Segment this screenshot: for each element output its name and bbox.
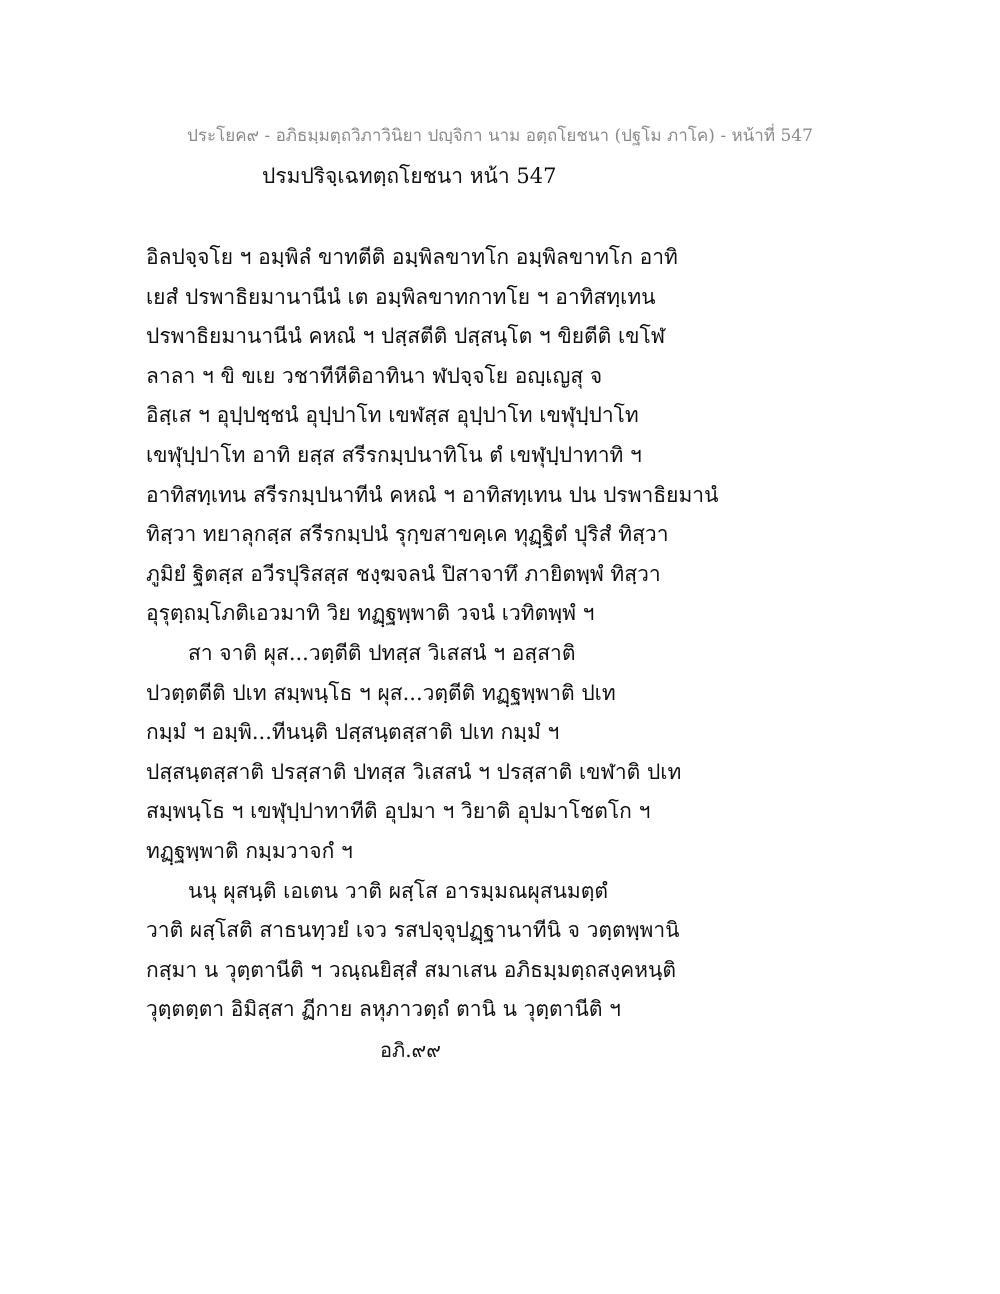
text-line: เยสํ ปรพาธิยมานานีนํ เต อมฺพิลขาทกาทโย ฯ อาทิสทฺเทน: [146, 284, 656, 309]
text-line: อิสฺเส ฯ อุปฺปชฺชนํ อุปฺปาโท เขฬสฺส อุปฺปาโท เขฬุปฺปาโท: [146, 403, 639, 428]
text-line: ปวตฺตตีติ ปเท สมฺพนฺโธ ฯ ผุส...วตฺตีติ ทฏฺฐพฺพาติ ปเท: [146, 680, 616, 705]
text-line: สมฺพนฺโธ ฯ เขฬุปฺปาทาทีติ อุปมา ฯ วิยาติ อุปมาโชตโก ฯ: [146, 799, 651, 824]
section-title: ปรมปริจฺเฉทตฺถโยชนา หน้า 547: [262, 164, 557, 188]
text-line: ทฏฺฐพฺพาติ กมฺมวาจกํ ฯ: [146, 838, 353, 863]
text-line: สา จาติ ผุส...วตฺตีติ ปทสฺส วิเสสนํ ฯ อสฺสาติ: [188, 640, 576, 665]
text-line: ลาลา ฯ ขิ ขเย วชาทีหีติอาทินา ฬปจฺจโย อญฺเญสุ จ: [146, 363, 603, 388]
text-line: อาทิสทฺเทน สรีรกมฺปนาทีนํ คหณํ ฯ อาทิสทฺเทน ปน ปรพาธิยมานํ: [146, 482, 719, 507]
text-line: ภูมิยํ ฐิตสฺส อวีรปุริสสฺส ชงฺฆจลนํ ปิสาจาทึ ภายิตพฺพํ ทิสฺวา: [146, 561, 661, 586]
text-line: ปรพาธิยมานานีนํ คหณํ ฯ ปสฺสตีติ ปสฺสนฺโต ฯ ขิยตีติ เขโฬ: [146, 324, 666, 349]
text-line: อิลปจฺจโย ฯ อมฺพิลํ ขาทตีติ อมฺพิลขาทโก อมฺพิลขาทโก อาทิ: [146, 245, 678, 269]
body-text: [146, 238, 866, 1030]
text-line: วุตฺตตฺตา อิมิสฺสา ฏีกาย ลหุภาวตฺถํ ตานิ น วุตฺตานีติ ฯ: [146, 997, 621, 1022]
text-line: ทิสฺวา ทยาลุกสฺส สรีรกมฺปนํ รุกฺขสาขคฺเค ทุฏฺฐิตํ ปุริสํ ทิสฺวา: [146, 522, 669, 547]
running-header: [0, 122, 1000, 149]
footer-page-mark: อภิ.๙๙: [380, 1038, 441, 1062]
text-line: เขฬุปฺปาโท อาทิ ยสฺส สรีรกมฺปนาทิโน ตํ เขฬุปฺปาทาทิ ฯ: [146, 442, 642, 467]
text-line: นนุ ผุสนฺติ เอเตน วาติ ผสฺโส อารมฺมณผุสนมตฺตํ: [188, 878, 609, 903]
text-line: กสฺมา น วุตฺตานีติ ฯ วณฺณยิสฺสํ สมาเสน อภิธมฺมตฺถสงฺคหนฺติ: [146, 957, 676, 982]
running-header-text: ประโยค๙ - อภิธมฺมตฺถวิภาวินิยา ปญฺจิกา นาม อตฺถโยชนา (ปฐโม ภาโค) - หน้าที่ 547: [187, 126, 813, 146]
text-line: วาติ ผสฺโสติ สาธนทฺวยํ เจว รสปจฺจุปฏฺฐานาทีนิ จ วตฺตพฺพานิ: [146, 918, 680, 943]
text-line: กมฺมํ ฯ อมฺพิ...ทีนนฺติ ปสฺสนฺตสฺสาติ ปเท กมฺมํ ฯ: [146, 720, 560, 745]
text-line: อุรุตฺถมฺโภติเอวมาทิ วิย ทฏฺฐพฺพาติ วจนํ เวทิตพฺพํ ฯ: [146, 601, 595, 626]
text-line: ปสฺสนฺตสฺสาติ ปรสฺสาติ ปทสฺส วิเสสนํ ฯ ปรสฺสาติ เขฬาติ ปเท: [146, 759, 682, 784]
